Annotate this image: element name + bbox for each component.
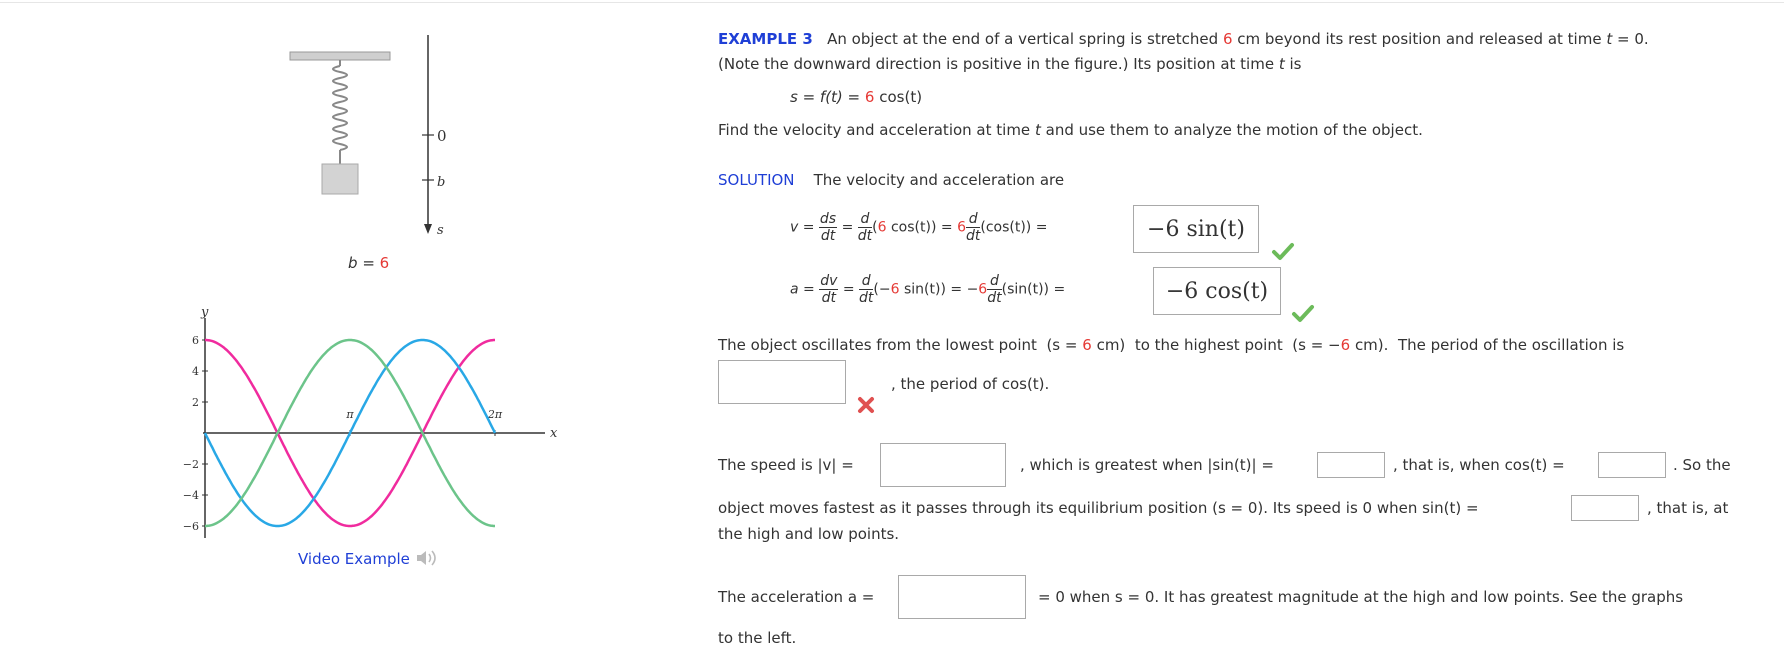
accel-text-a: The acceleration a = xyxy=(718,588,875,606)
y-tick-label: 2 xyxy=(192,396,199,409)
frac-den: dt xyxy=(859,290,874,306)
high-point-open: (s = − xyxy=(1292,336,1341,354)
video-example-link[interactable] xyxy=(298,549,439,568)
frac-den: dt xyxy=(987,290,1002,306)
speaker-icon[interactable] xyxy=(415,549,439,567)
speed-line-2-end: , that is, at xyxy=(1647,499,1729,517)
speed-text-a: The speed is |v| = xyxy=(718,456,854,474)
x-tick-label: 2π xyxy=(487,408,503,421)
instruction-line xyxy=(718,121,1423,139)
speed-line-2: object moves fastest as it passes through its equilibrium position (s = 0). Its speed is 0 when sin(t) = xyxy=(718,499,1479,517)
acceleration-answer[interactable]: −6 cos(t) xyxy=(1165,278,1269,304)
solution-heading: SOLUTION xyxy=(718,171,795,189)
acceleration-answer-box[interactable] xyxy=(1153,267,1281,315)
example-text-b: cm beyond its rest position and released at time xyxy=(1237,30,1602,48)
frac-den: dt xyxy=(821,290,836,306)
d-dt-fraction xyxy=(858,211,872,244)
ceiling-bar xyxy=(290,52,390,60)
ds-dt-fraction xyxy=(819,211,837,244)
x-mark-icon xyxy=(857,396,875,414)
sin-abs-input[interactable] xyxy=(1317,452,1385,478)
high-point-value: 6 xyxy=(1340,336,1351,354)
coef: 6 xyxy=(890,281,900,298)
y-tick-label: −2 xyxy=(182,458,199,471)
equals-sign: = xyxy=(841,219,854,236)
axis-label-b: b xyxy=(437,175,446,190)
check-icon xyxy=(1292,304,1314,322)
frac-num: d xyxy=(966,211,980,228)
b-equals: = xyxy=(362,254,375,272)
time-symbol: t xyxy=(1606,30,1613,48)
d-dt-fraction xyxy=(859,273,873,306)
x-axis-label: x xyxy=(550,426,558,441)
y-tick-label: 6 xyxy=(192,334,199,347)
check-icon xyxy=(1272,242,1294,260)
spring-figure xyxy=(280,30,460,245)
spring-coil xyxy=(333,60,347,164)
y-tick-label: −6 xyxy=(182,520,199,533)
cos-input[interactable] xyxy=(1598,452,1666,478)
oscillation-text-b: to the highest point xyxy=(1134,336,1283,354)
instruction-t: t xyxy=(1034,121,1041,139)
frac-num: d xyxy=(858,211,872,228)
instruction-text-b: and use them to analyze the motion of the object. xyxy=(1045,121,1423,139)
d-dt-fraction-2 xyxy=(966,211,980,244)
example-text-c: = 0. xyxy=(1617,30,1649,48)
position-lhs: s = f(t) = xyxy=(790,88,861,106)
velocity-lhs: v = xyxy=(790,219,815,236)
expr-3: (sin(t)) = xyxy=(1001,281,1066,298)
frac-num: ds xyxy=(819,211,837,227)
expr-rest: sin(t)) = − xyxy=(904,281,979,298)
oscillation-line xyxy=(718,336,1624,354)
d-dt-fraction-2 xyxy=(987,273,1001,306)
frac-num: d xyxy=(987,273,1001,290)
sin-input[interactable] xyxy=(1571,495,1639,521)
high-point-unit: cm). xyxy=(1354,336,1389,354)
period-suffix: , the period of cos(t). xyxy=(891,375,1050,393)
accel-text-b: = 0 when s = 0. It has greatest magnitude at the high and low points. See the graphs xyxy=(1038,588,1684,606)
accel-line-2: to the left. xyxy=(718,629,797,647)
speed-text-d: . So the xyxy=(1673,456,1731,474)
low-point-value: 6 xyxy=(1082,336,1092,354)
axis-label-zero: 0 xyxy=(437,127,447,145)
expr-rest: cos(t)) = xyxy=(890,219,953,236)
coef-2: 6 xyxy=(978,281,988,298)
velocity-formula xyxy=(790,211,1047,244)
paren: (− xyxy=(873,281,891,298)
y-tick-label: −4 xyxy=(182,489,199,502)
velocity-answer[interactable]: −6 sin(t) xyxy=(1147,216,1245,242)
speed-line-3: the high and low points. xyxy=(718,525,900,543)
axis-label-s: s xyxy=(437,223,444,238)
video-example-text[interactable]: Video Example xyxy=(298,550,410,568)
position-rhs: cos(t) xyxy=(879,88,923,106)
solution-line xyxy=(718,171,1064,189)
acceleration-input[interactable] xyxy=(898,575,1026,619)
acceleration-lhs: a = xyxy=(790,281,815,298)
solution-intro: The velocity and acceleration are xyxy=(813,171,1065,189)
frac-den: dt xyxy=(965,228,981,244)
instruction-text: Find the velocity and acceleration at time xyxy=(718,121,1031,139)
paren: ( xyxy=(872,219,878,236)
example-note: (Note the downward direction is positive in the figure.) Its position at time xyxy=(718,55,1275,73)
time-symbol-2: t xyxy=(1278,55,1285,73)
mass-block xyxy=(322,164,358,194)
oscillation-text-a: The object oscillates from the lowest point xyxy=(718,336,1037,354)
y-axis-label: y xyxy=(201,305,209,320)
top-divider xyxy=(0,2,1784,3)
coef-2: 6 xyxy=(957,219,966,236)
b-value-label xyxy=(348,254,389,272)
position-coef: 6 xyxy=(864,88,875,106)
coef: 6 xyxy=(877,219,887,236)
low-point-unit: cm) xyxy=(1096,336,1126,354)
frac-num: d xyxy=(859,273,873,290)
example-line-2 xyxy=(718,55,1302,73)
example-heading: EXAMPLE 3 xyxy=(718,30,813,48)
stretch-value: 6 xyxy=(1222,30,1233,48)
b-symbol: b xyxy=(348,254,358,272)
motion-graph xyxy=(182,298,565,543)
frac-den: dt xyxy=(857,228,873,244)
dv-dt-fraction xyxy=(819,273,838,306)
example-line-1 xyxy=(718,30,1649,48)
oscillation-text-c: The period of the oscillation is xyxy=(1397,336,1625,354)
y-tick-label: 4 xyxy=(192,365,199,378)
velocity-answer-box[interactable] xyxy=(1133,205,1259,253)
speed-text-b: , which is greatest when |sin(t)| = xyxy=(1020,456,1274,474)
equals-sign: = xyxy=(842,281,855,298)
acceleration-formula xyxy=(790,273,1065,306)
low-point-open: (s = xyxy=(1046,336,1078,354)
speed-text-c: , that is, when cos(t) = xyxy=(1393,456,1565,474)
period-input[interactable] xyxy=(718,360,846,404)
example-text-a: An object at the end of a vertical spring is stretched xyxy=(827,30,1219,48)
speed-input[interactable] xyxy=(880,443,1006,487)
expr-3: (cos(t)) = xyxy=(980,219,1048,236)
frac-den: dt xyxy=(820,228,836,244)
x-tick-label: π xyxy=(346,408,354,421)
frac-num: dv xyxy=(820,273,838,289)
position-formula xyxy=(790,88,922,106)
example-note-end: is xyxy=(1289,55,1302,73)
b-number: 6 xyxy=(379,254,390,272)
